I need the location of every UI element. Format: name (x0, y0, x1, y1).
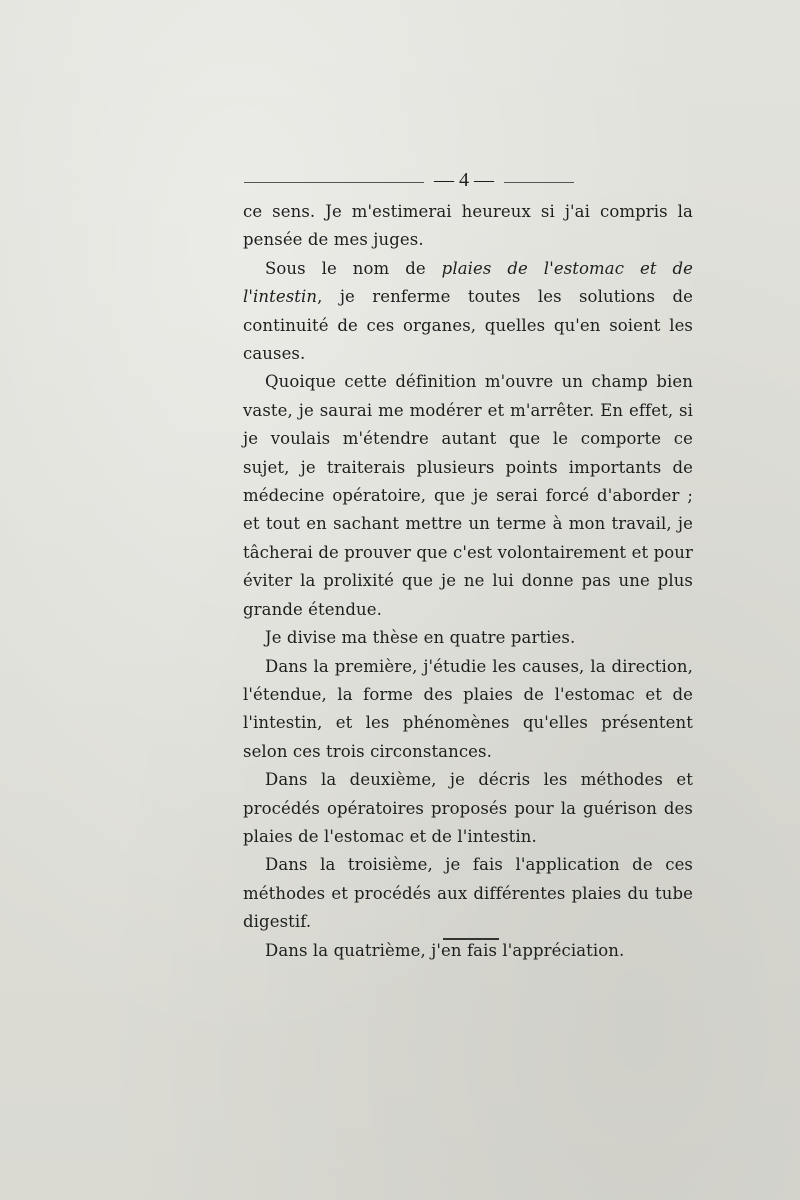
paragraph-2-after: , je renferme toutes les solutions de continuité de ces organes, quelles qu'en soient les causes. (243, 287, 693, 364)
paragraph-2-before: Sous le nom de (265, 258, 442, 278)
closing-rule (443, 938, 499, 940)
paragraph-7: Dans la troisième, je fais l'application de ces méthodes et procédés aux différentes plaies du tube digestif. (243, 855, 693, 932)
body-text (243, 198, 693, 965)
paragraph-6: Dans la deuxième, je décris les méthodes et procédés opératoires proposés pour la guérison des plaies de l'estomac et de l'intestin. (243, 770, 693, 846)
paragraph-5: Dans la première, j'étudie les causes, la direction, l'étendue, la forme des plaies de l'estomac et de l'intestin, et les phénomènes qu'elles présentent selon ces trois circonstances. (243, 656, 693, 761)
paragraph-3: Quoique cette définition m'ouvre un champ bien vaste, je saurai me modérer et m'arrêter. En effet, si je voulais m'étendre autant que le comporte ce sujet, je traiterais plusieurs points importants de médecine opératoire, que je serai forcé d'aborder ; et tout en sachant mettre un terme à mon travail, je tâcherai de prouver que c'est volontairement et pour éviter la prolixité que je ne lui donne pas une plus grande étendue. (243, 372, 693, 619)
page-header (244, 168, 692, 192)
paragraph-2 (243, 255, 693, 369)
header-rule-left (244, 182, 424, 183)
paragraph-4: Je divise ma thèse en quatre parties. (265, 628, 576, 648)
paragraph-8: Dans la quatrième, j'en fais l'appréciation. (265, 940, 625, 960)
paragraph-2-italic: plaies de l'estomac et de l'intestin (243, 258, 693, 307)
paragraph-1: ce sens. Je m'estimerai heureux si j'ai compris la pensée de mes juges. (243, 202, 693, 250)
header-rule-right (504, 182, 574, 183)
page-number: — 4 — (434, 169, 494, 191)
